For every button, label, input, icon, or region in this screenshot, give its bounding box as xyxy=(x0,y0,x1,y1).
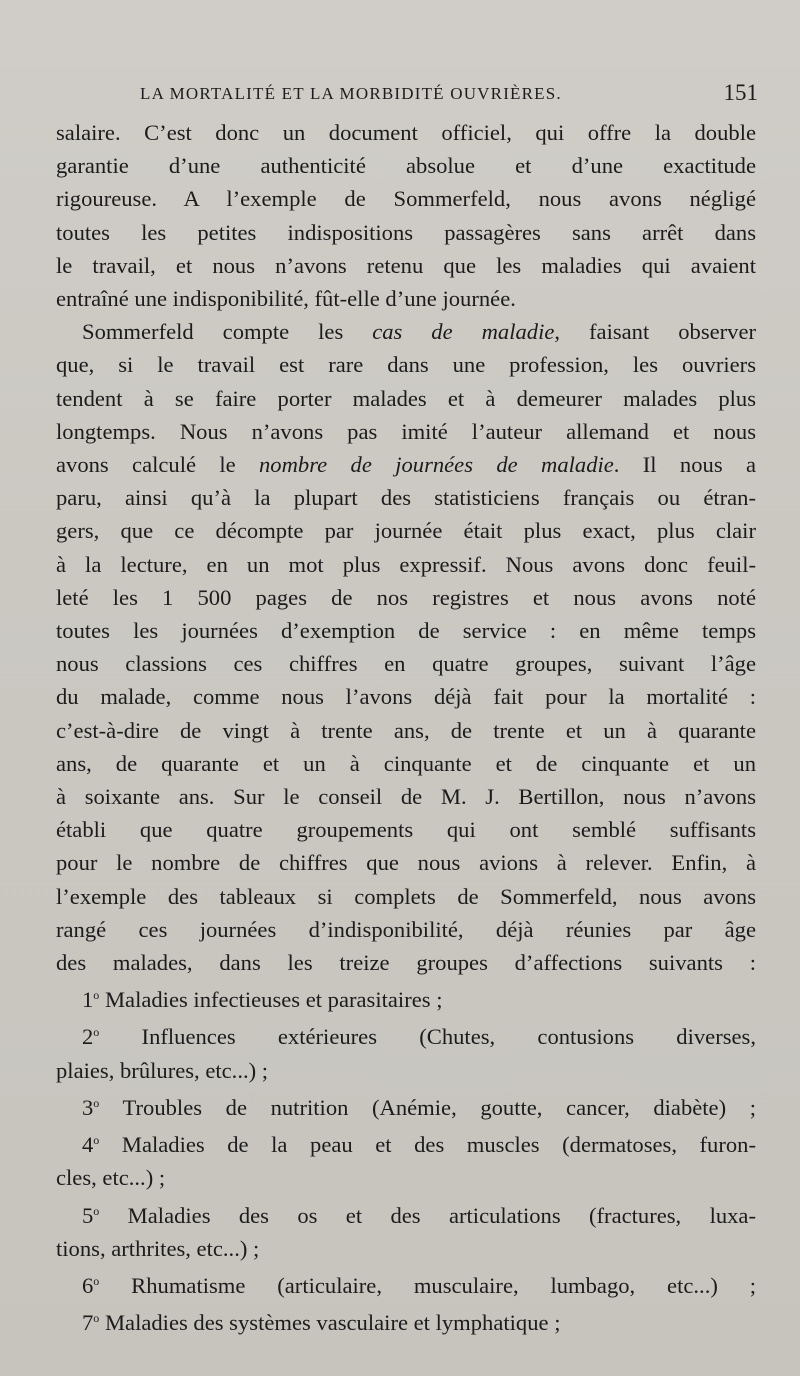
list-item xyxy=(56,1265,756,1302)
list-number: 4 xyxy=(82,1132,94,1158)
text-line: c’est-à-dire de vingt à trente ans, de trente et un à quarante xyxy=(56,717,756,743)
text-line: nous classions ces chiffres en quatre groupes, suivant l’âge xyxy=(56,651,756,677)
italic-term: nombre de journées de maladie xyxy=(259,452,614,478)
list-text: Maladies infectieuses et parasitaires ; xyxy=(104,987,443,1013)
list-number: 3 xyxy=(82,1094,94,1120)
text-line xyxy=(56,448,756,481)
ordinal-mark: o xyxy=(93,1273,100,1288)
text-fragment: avons calculé le xyxy=(56,452,259,478)
list-item xyxy=(56,1087,756,1124)
text-line: l’exemple des tableaux si complets de Sommerfeld, nous avons xyxy=(56,883,756,909)
text-line: à la lecture, en un mot plus expressif. Nous avons donc feuil- xyxy=(56,551,756,577)
text-line: gers, que ce décompte par journée était plus exact, plus clair xyxy=(56,518,756,544)
body-text xyxy=(56,116,756,1339)
ordinal-mark: o xyxy=(93,1095,100,1110)
text-line xyxy=(56,315,756,348)
text-fragment: , faisant observer xyxy=(554,319,757,345)
text-line: établi que quatre groupements qui ont semblé suffisants xyxy=(56,817,756,843)
list-text: Influences extérieures (Chutes, contusions diverses, xyxy=(141,1024,756,1050)
text-line: à soixante ans. Sur le conseil de M. J. Bertillon, nous n’avons xyxy=(56,784,756,810)
text-line: entraîné une indisponibilité, fût-elle d’une journée. xyxy=(56,286,516,312)
text-line: du malade, comme nous l’avons déjà fait pour la mortalité : xyxy=(56,684,756,710)
list-item xyxy=(56,1016,756,1053)
list-item-continuation: tions, arthrites, etc...) ; xyxy=(56,1235,260,1261)
text-line: toutes les petites indispositions passagères sans arrêt dans xyxy=(56,219,756,245)
ordinal-mark: o xyxy=(93,1025,100,1040)
page-number: 151 xyxy=(723,80,758,105)
text-line: rangé ces journées d’indisponibilité, déjà réunies par âge xyxy=(56,916,756,942)
text-line: des malades, dans les treize groupes d’affections suivants : xyxy=(56,950,756,976)
ordinal-mark: o xyxy=(93,988,100,1003)
list-number: 1 xyxy=(82,987,94,1013)
list-item xyxy=(56,1302,756,1339)
text-line: toutes les journées d’exemption de service : en même temps xyxy=(56,618,756,644)
list-text: Troubles de nutrition (Anémie, goutte, cancer, diabète) ; xyxy=(122,1094,756,1120)
ordinal-mark: o xyxy=(93,1203,100,1218)
running-title: LA MORTALITÉ ET LA MORBIDITÉ OUVRIÈRES. xyxy=(140,84,562,103)
ordinal-mark: o xyxy=(93,1311,100,1326)
text-line: paru, ainsi qu’à la plupart des statisticiens français ou étran- xyxy=(56,485,756,511)
text-line: ans, de quarante et un à cinquante et de cinquante et un xyxy=(56,750,756,776)
text-fragment: . Il nous a xyxy=(613,452,756,478)
list-text: Maladies des os et des articulations (fractures, luxa- xyxy=(127,1202,756,1228)
text-line: que, si le travail est rare dans une profession, les ouvriers xyxy=(56,352,756,378)
list-text: Maladies de la peau et des muscles (dermatoses, furon- xyxy=(121,1132,756,1158)
text-fragment: Sommerfeld compte les xyxy=(82,319,373,345)
list-item xyxy=(56,979,756,1016)
text-line: tendent à se faire porter malades et à demeurer malades plus xyxy=(56,385,756,411)
text-line: salaire. C’est donc un document officiel, qui offre la double xyxy=(56,120,756,145)
text-line: le travail, et nous n’avons retenu que les maladies qui avaient xyxy=(56,252,756,278)
list-item-continuation: plaies, brûlures, etc...) ; xyxy=(56,1057,269,1083)
ordinal-mark: o xyxy=(93,1133,100,1148)
text-line: garantie d’une authenticité absolue et d’une exactitude xyxy=(56,153,756,179)
text-line: longtemps. Nous n’avons pas imité l’auteur allemand et nous xyxy=(56,418,756,444)
text-line: pour le nombre de chiffres que nous avions à relever. Enfin, à xyxy=(56,850,756,876)
list-item-continuation: cles, etc...) ; xyxy=(56,1165,166,1191)
list-item xyxy=(56,1195,756,1232)
list-number: 2 xyxy=(82,1024,94,1050)
list-number: 7 xyxy=(82,1310,94,1336)
list-text: Maladies des systèmes vasculaire et lymphatique ; xyxy=(104,1310,561,1336)
list-text: Rhumatisme (articulaire, musculaire, lumbago, etc...) ; xyxy=(131,1272,757,1298)
list-item xyxy=(56,1124,756,1161)
list-number: 5 xyxy=(82,1202,94,1228)
italic-term: cas de maladie xyxy=(372,319,555,345)
text-line: leté les 1 500 pages de nos registres et nous avons noté xyxy=(56,584,756,610)
list-number: 6 xyxy=(82,1272,94,1298)
text-line: rigoureuse. A l’exemple de Sommerfeld, nous avons négligé xyxy=(56,186,756,212)
